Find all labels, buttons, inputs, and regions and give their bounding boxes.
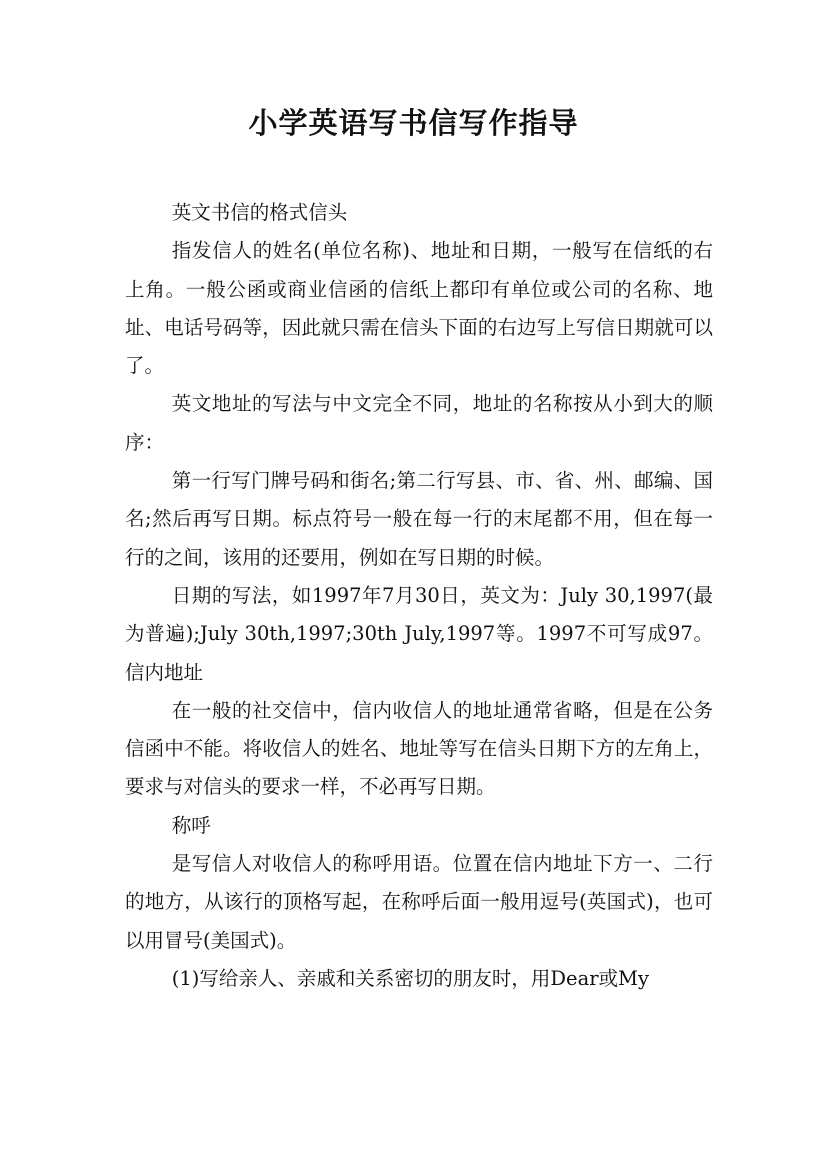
paragraph-heading-description: 指发信人的姓名(单位名称)、地址和日期，一般写在信纸的右上角。一般公函或商业信函的信纸上都印有单位或公司的名称、地址、电话号码等，因此就只需在信头下面的右边写上写信日期就可以了。 (125, 239, 713, 378)
paragraph-inside-address: 在一般的社交信中，信内收信人的地址通常省略，但是在公务信函中不能。将收信人的姓名、地址等写在信头日期下方的左角上，要求与对信头的要求一样，不必再写日期。 (125, 698, 713, 799)
paragraph-address-lines: 第一行写门牌号码和街名;第二行写县、市、省、州、邮编、国名;然后再写日期。标点符号一般在每一行的末尾都不用，但在每一行的之间，该用的还要用，例如在写日期的时候。 (125, 469, 713, 569)
paragraph-salutation-item-1: (1)写给亲人、亲戚和关系密切的朋友时，用Dear或My (171, 966, 650, 990)
document-body (125, 194, 713, 998)
paragraph-address-order: 英文地址的写法与中文完全不同，地址的名称按从小到大的顺序： (125, 392, 713, 454)
paragraph-salutation-heading: 称呼 (171, 813, 211, 837)
paragraph-letter-heading: 英文书信的格式信头 (171, 201, 348, 224)
paragraph-date-format: 日期的写法，如1997年7月30日，英文为：July 30,1997(最为普遍);July 30th,1997;30th July,1997等。1997不可写成97。信内地址 (125, 583, 713, 684)
document-title: 小学英语写书信写作指导 (248, 106, 579, 140)
paragraph-salutation-description: 是写信人对收信人的称呼用语。位置在信内地址下方一、二行的地方，从该行的顶格写起，在称呼后面一般用逗号(英国式)，也可以用冒号(美国式)。 (125, 852, 713, 952)
